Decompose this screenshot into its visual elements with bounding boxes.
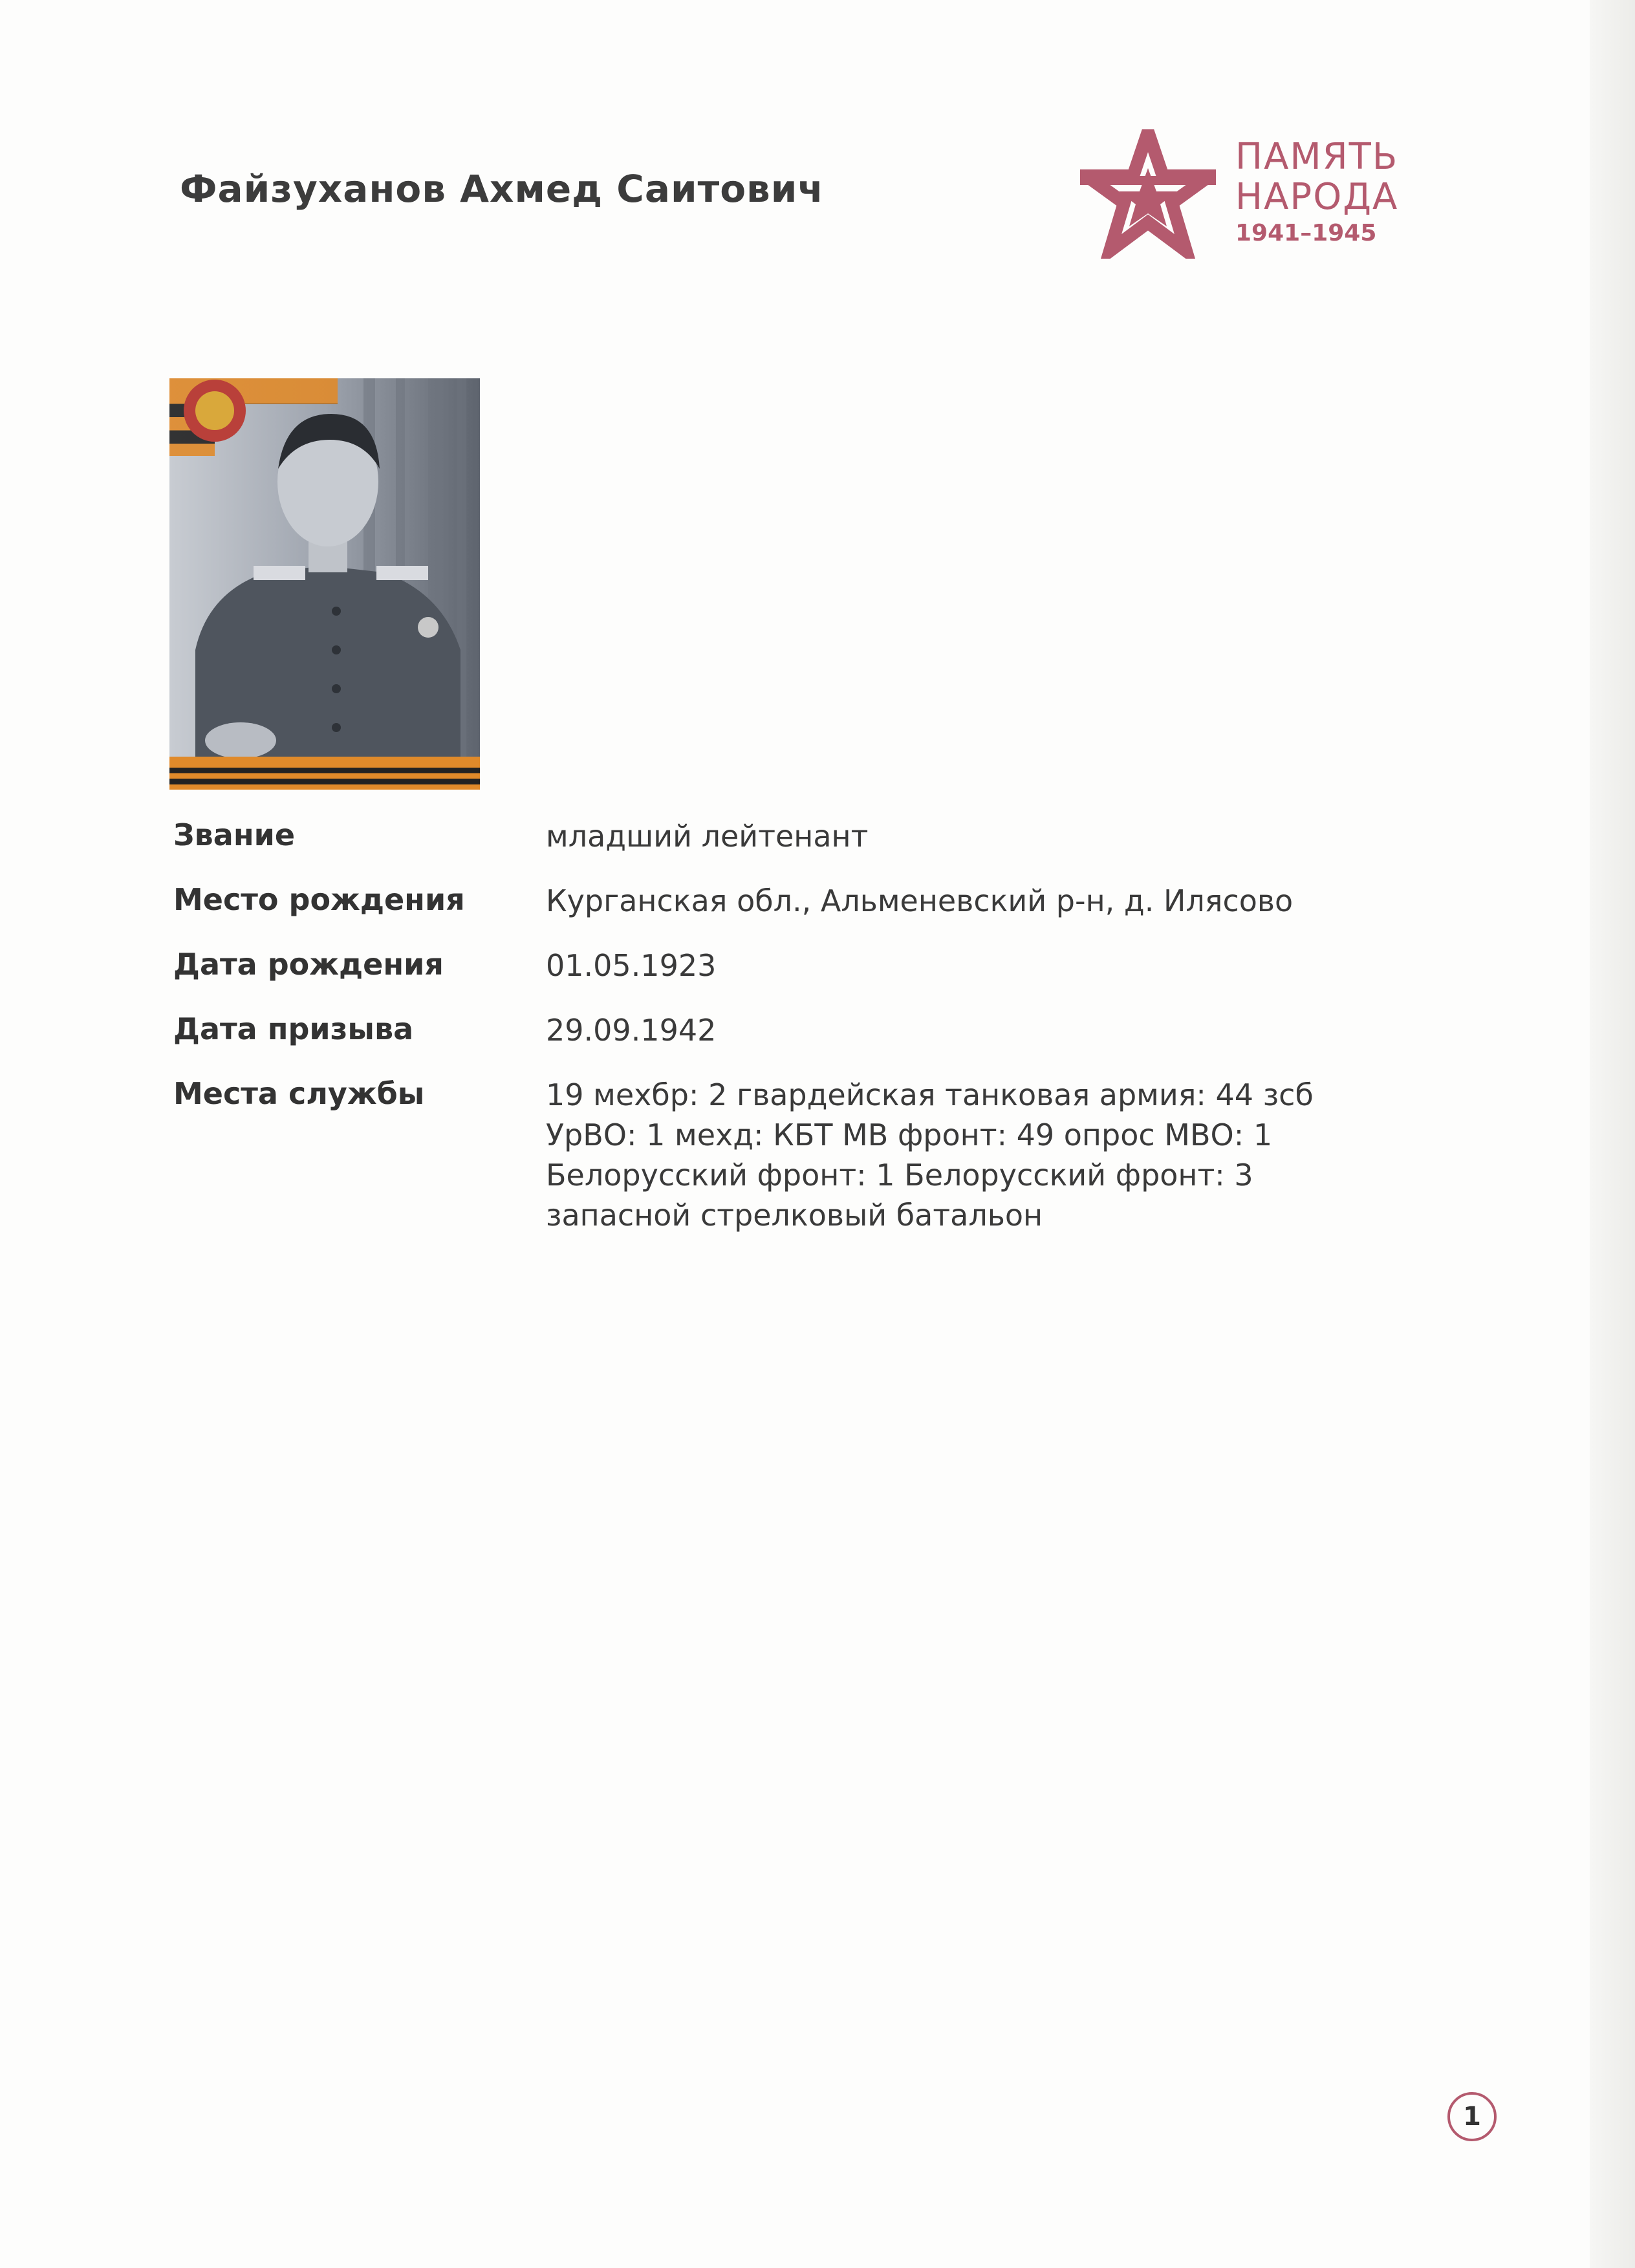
detail-row-conscription-date [173, 1010, 1402, 1050]
logo-years: 1941–1945 [1235, 220, 1377, 246]
portrait-photo [169, 378, 480, 790]
detail-row-service-places [173, 1075, 1402, 1235]
detail-label: Звание [173, 817, 296, 852]
detail-label: Дата призыва [173, 1011, 414, 1046]
logo-text-line2: НАРОДА [1235, 176, 1399, 218]
detail-row-birthdate [173, 945, 1402, 986]
detail-label: Дата рождения [173, 947, 444, 982]
detail-row-birthplace [173, 881, 1402, 921]
detail-value: Курганская обл., Альменевский р-н, д. Илясово [546, 883, 1294, 918]
details-list [173, 816, 1402, 1260]
page-edge [1590, 0, 1635, 2268]
page-number: 1 [1447, 2092, 1497, 2141]
detail-row-rank [173, 816, 1402, 856]
logo-text-line1: ПАМЯТЬ [1235, 136, 1399, 178]
pamyat-naroda-logo [1080, 129, 1416, 259]
person-name: Файзуханов Ахмед Саитович [180, 167, 825, 211]
detail-label: Место рождения [173, 882, 465, 917]
detail-value: 19 мехбр: 2 гвардейская танковая армия: 44 зсб УрВО: 1 мехд: КБТ МВ фронт: 49 опрос МВО: 1 Белорусский фронт: 1 Белорусский фронт: 3 запасной стрелковый батальон [546, 1077, 1314, 1233]
detail-value: 01.05.1923 [546, 948, 717, 983]
detail-value: 29.09.1942 [546, 1013, 717, 1048]
detail-label: Места службы [173, 1076, 425, 1111]
detail-value: младший лейтенант [546, 819, 869, 854]
red-star-icon [1080, 129, 1216, 259]
